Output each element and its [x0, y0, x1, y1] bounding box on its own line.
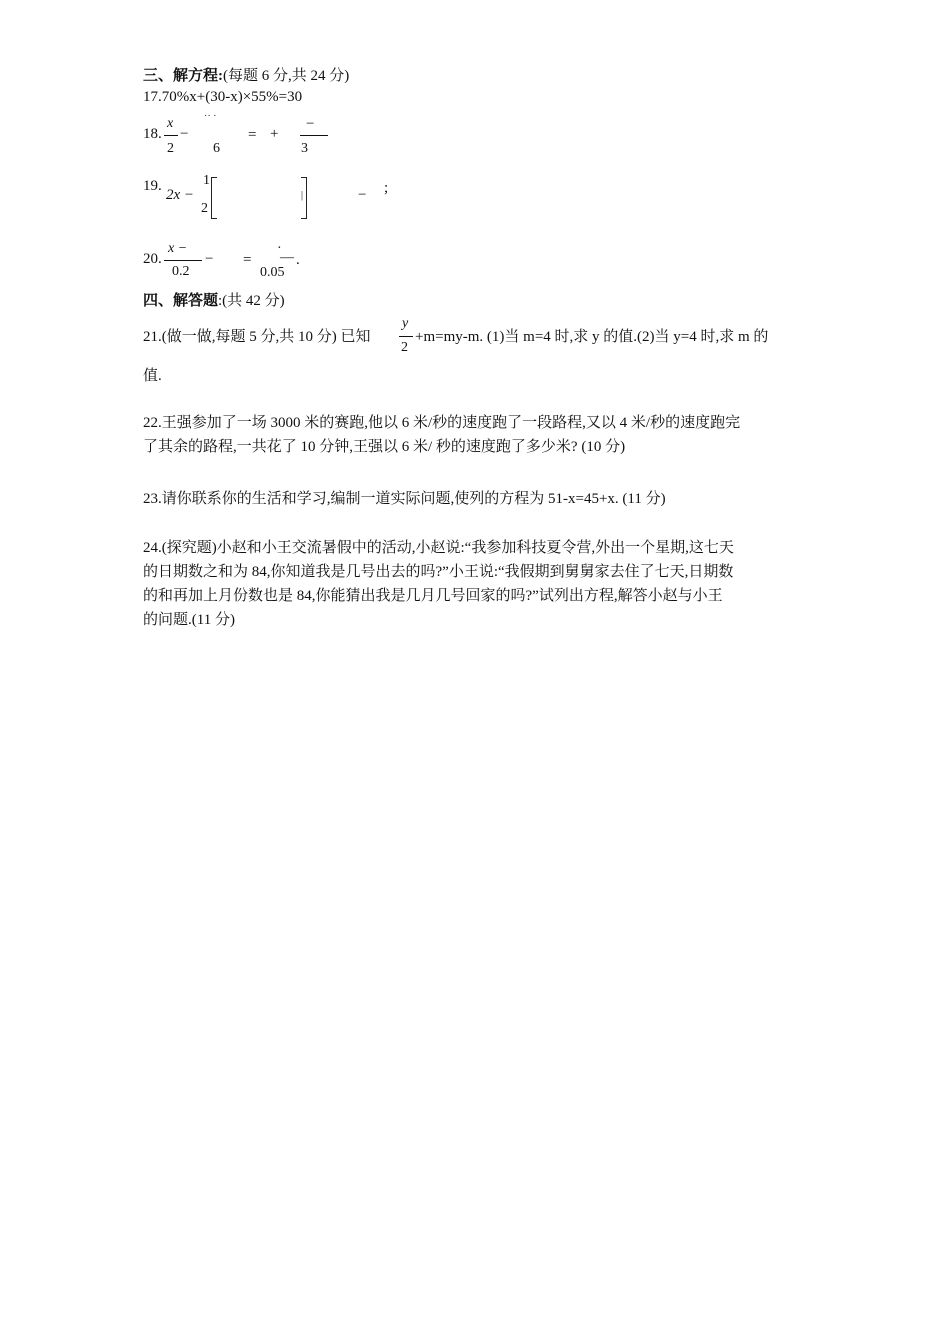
- question-22: [143, 411, 808, 459]
- section-4-title: 四、解答题: [143, 293, 219, 309]
- q21-text-before: 21.(做一做,每题 5 分,共 10 分) 已知: [143, 329, 371, 345]
- q18-fraction-3-numerator: −: [306, 116, 315, 132]
- q19-number: 19.: [143, 178, 162, 194]
- q18-fraction-1-numerator: x: [167, 116, 174, 131]
- q21-fraction-bar: [399, 336, 413, 337]
- q21-fraction-numerator: y: [402, 316, 409, 331]
- q22-line-2: 了其余的路程,一共花了 10 分钟,王强以 6 米/ 秒的速度跑了多少米? (10 分): [143, 439, 626, 455]
- section-4-heading: [143, 289, 285, 310]
- question-24: [143, 536, 808, 632]
- q18-fraction-2-denominator: 6: [213, 141, 220, 156]
- q20-equals: =: [243, 252, 252, 268]
- q19-lead-term: 2x −: [166, 187, 195, 203]
- question-23: 23.请你联系你的生活和学习,编制一道实际问题,使列的方程为 51-x=45+x. (11 分): [143, 491, 666, 507]
- q21-text-after: +m=my-m. (1)当 m=4 时,求 y 的值.(2)当 y=4 时,求 m 的: [415, 329, 769, 345]
- q20-fraction-1-denominator: 0.2: [172, 264, 190, 279]
- q20-fraction-2-dash: —: [280, 250, 294, 265]
- q21-text-line-2: 值.: [143, 368, 162, 384]
- q19-left-bracket: [211, 177, 217, 219]
- q18-fraction-2-numerator-fragment: ˙˙ ˙: [204, 114, 217, 125]
- q20-fraction-1-bar: [164, 260, 202, 261]
- q18-fraction-3-denominator: 3: [301, 141, 308, 156]
- section-3-heading: [143, 64, 349, 85]
- q20-minus: −: [205, 251, 214, 267]
- q19-inner-bar: |: [301, 190, 304, 201]
- q19-fraction-denominator: 2: [201, 201, 208, 216]
- q24-line-1: 24.(探究题)小赵和小王交流暑假中的活动,小赵说:“我参加科技夏令营,外出一个星期,这七天: [143, 540, 734, 556]
- q19-minus: −: [358, 187, 367, 203]
- q18-equals: =: [248, 127, 257, 143]
- q21-fraction-denominator: 2: [401, 340, 408, 355]
- section-3-title: 三、解方程:: [143, 68, 223, 84]
- q18-fraction-1-bar: [164, 135, 178, 136]
- q19-semicolon: ;: [384, 180, 389, 196]
- q20-period: .: [296, 252, 300, 268]
- q18-plus: +: [270, 126, 279, 142]
- q20-fraction-1-numerator: x −: [168, 241, 188, 256]
- q24-line-2: 的日期数之和为 84,你知道我是几号出去的吗?”小王说:“我假期到舅舅家去住了七天,日期数: [143, 564, 734, 580]
- q19-fraction-numerator: 1: [203, 173, 210, 188]
- q22-line-1: 22.王强参加了一场 3000 米的赛跑,他以 6 米/秒的速度跑了一段路程,又以 4 米/秒的速度跑完: [143, 415, 741, 431]
- q18-number: 18.: [143, 126, 162, 142]
- q24-line-4: 的问题.(11 分): [143, 612, 235, 628]
- q18-fraction-1-denominator: 2: [167, 141, 174, 156]
- q20-fraction-2-denominator: 0.05: [260, 265, 285, 280]
- section-4-score: :(共 42 分): [218, 293, 285, 309]
- section-3-score: (每题 6 分,共 24 分): [223, 68, 350, 84]
- q18-minus: −: [180, 126, 189, 142]
- q18-fraction-3-bar: [300, 135, 328, 136]
- q20-number: 20.: [143, 251, 162, 267]
- question-17: 17.70%x+(30-x)×55%=30: [143, 89, 303, 105]
- q24-line-3: 的和再加上月份数也是 84,你能猜出我是几月几号回家的吗?”试列出方程,解答小赵与小王: [143, 588, 723, 604]
- q20-fraction-2-numerator: ·: [277, 241, 282, 256]
